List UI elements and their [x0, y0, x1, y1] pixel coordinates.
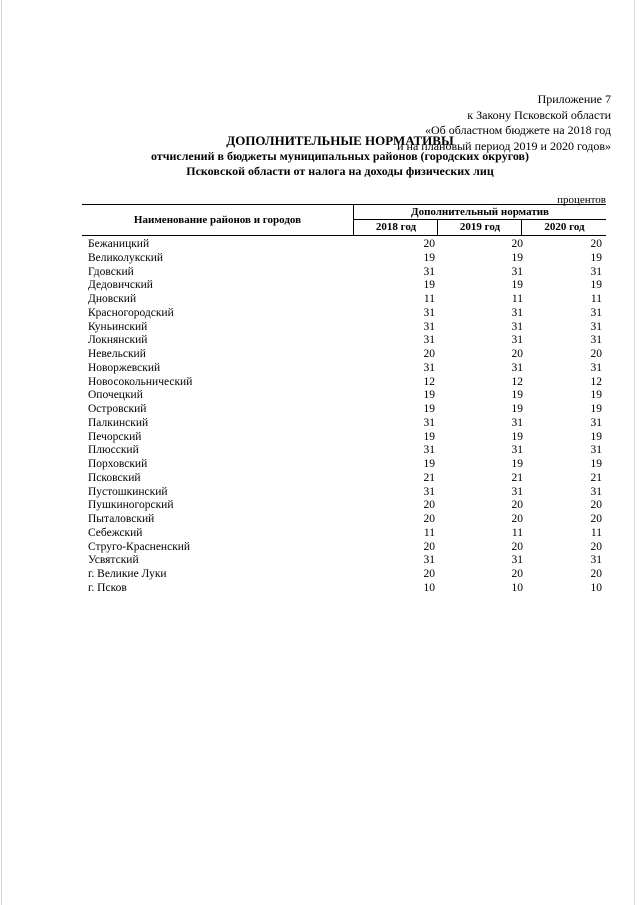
table-row: [82, 568, 606, 582]
table-row: [82, 307, 606, 321]
table-row: [82, 486, 606, 500]
normative-value-2018: 11: [423, 526, 435, 539]
normative-value-2018: 31: [423, 485, 435, 498]
normative-value-2018: 31: [423, 361, 435, 374]
normative-value-2019: 31: [511, 265, 523, 278]
normative-value-2018: 31: [423, 334, 435, 347]
district-name: Новосокольнический: [88, 375, 193, 388]
table-row: [82, 582, 606, 596]
normative-value-2018: 11: [423, 293, 435, 305]
table-row: [82, 541, 606, 555]
table-row: [82, 499, 606, 513]
normative-value-2020: 31: [590, 416, 602, 429]
document-title: [40, 133, 640, 179]
normative-value-2018: 19: [423, 251, 435, 264]
normative-value-2018: 31: [423, 265, 435, 278]
district-name: Печорский: [88, 430, 142, 443]
normative-value-2019: 31: [511, 444, 523, 457]
district-name: Куньинский: [88, 320, 148, 333]
district-name: Дедовичский: [88, 279, 153, 292]
normative-value-2020: 31: [590, 444, 602, 457]
normative-value-2019: 31: [511, 361, 523, 374]
normative-value-2019: 19: [511, 389, 523, 402]
normative-value-2019: 31: [511, 485, 523, 498]
normative-value-2018: 31: [423, 444, 435, 457]
table-row: [82, 238, 606, 252]
district-name: Струго-Красненский: [88, 540, 191, 553]
normative-value-2019: 31: [511, 306, 523, 319]
table-row: [82, 321, 606, 335]
normative-value-2020: 20: [590, 513, 602, 525]
normative-value-2020: 21: [590, 471, 602, 484]
normative-value-2018: 19: [423, 279, 435, 292]
page-edge-left: [1, 0, 2, 905]
district-name: Дновский: [88, 293, 137, 305]
normative-value-2020: 20: [590, 568, 602, 580]
table-row: [82, 431, 606, 445]
normative-value-2020: 19: [590, 430, 602, 443]
normative-value-2019: 11: [511, 293, 523, 305]
district-name: Псковский: [88, 471, 141, 484]
normative-value-2020: 19: [590, 389, 602, 402]
normative-value-2018: 21: [423, 471, 435, 484]
district-name: Красногородский: [88, 306, 174, 319]
district-name: Гдовский: [88, 265, 134, 278]
normative-value-2019: 20: [511, 540, 523, 553]
normative-value-2019: 21: [511, 471, 523, 484]
normative-value-2019: 19: [511, 458, 523, 470]
normative-value-2019: 20: [511, 348, 523, 360]
district-name: Бежаницкий: [88, 238, 150, 250]
normative-value-2018: 20: [423, 513, 435, 525]
normative-value-2018: 20: [423, 540, 435, 553]
annex-line-3: «Об областном бюджете на 2018 год: [425, 123, 611, 137]
normative-value-2020: 31: [590, 361, 602, 374]
table-row: [82, 252, 606, 266]
normative-value-2018: 31: [423, 554, 435, 567]
table-row: [82, 554, 606, 568]
district-name: г. Псков: [88, 581, 127, 594]
normative-value-2020: 31: [590, 485, 602, 498]
table-row: [82, 376, 606, 390]
annex-line-1: Приложение 7: [537, 92, 611, 106]
normative-value-2018: 20: [423, 348, 435, 360]
district-name: Островский: [88, 403, 147, 415]
district-name: Великолукский: [88, 251, 164, 264]
normative-value-2019: 31: [511, 320, 523, 333]
normative-value-2020: 31: [590, 306, 602, 319]
district-name: Плюсский: [88, 444, 139, 457]
normative-value-2020: 20: [590, 499, 602, 512]
normative-value-2019: 11: [511, 526, 523, 539]
district-name: Пустошкинский: [88, 485, 168, 498]
normative-value-2018: 19: [423, 458, 435, 470]
normative-value-2019: 20: [511, 568, 523, 580]
table-row: [82, 513, 606, 527]
header-year-2018: 2018 год: [353, 220, 438, 235]
district-name: Пушкиногорский: [88, 499, 174, 512]
normative-value-2018: 20: [423, 238, 435, 250]
normative-value-2020: 31: [590, 320, 602, 333]
normative-value-2020: 31: [590, 554, 602, 567]
normative-value-2019: 12: [511, 375, 523, 388]
normative-value-2019: 19: [511, 403, 523, 415]
normative-value-2019: 31: [511, 416, 523, 429]
table-row: [82, 458, 606, 472]
normative-value-2018: 19: [423, 403, 435, 415]
normative-value-2019: 31: [511, 334, 523, 347]
district-name: Себежский: [88, 526, 143, 539]
district-name: Новоржевский: [88, 361, 161, 374]
header-name-column: Наименование районов и городов: [133, 214, 302, 226]
normative-value-2020: 20: [590, 348, 602, 360]
normative-value-2020: 19: [590, 251, 602, 264]
normative-value-2018: 10: [423, 581, 435, 594]
normative-value-2018: 19: [423, 389, 435, 402]
table-row: [82, 389, 606, 403]
district-name: г. Великие Луки: [88, 568, 167, 580]
district-name: Невельский: [88, 348, 146, 360]
title-line-2: отчислений в бюджеты муниципальных районов (городских округов): [150, 149, 530, 163]
normative-value-2018: 19: [423, 430, 435, 443]
unit-label: процентов: [557, 194, 606, 206]
annex-line-2: к Закону Псковской области: [467, 107, 611, 122]
normative-value-2020: 10: [590, 581, 602, 594]
title-line-1: ДОПОЛНИТЕЛЬНЫЕ НОРМАТИВЫ: [226, 133, 454, 148]
normative-value-2020: 12: [590, 375, 602, 388]
header-group-column: Дополнительный норматив: [353, 205, 606, 220]
normative-value-2018: 20: [423, 499, 435, 512]
district-name: Палкинский: [88, 416, 149, 429]
annex-line-4: и на плановый период 2019 и 2020 годов»: [397, 138, 611, 153]
normatives-table: [82, 204, 606, 596]
table-row: [82, 279, 606, 293]
normative-value-2020: 20: [590, 540, 602, 553]
district-name: Пыталовский: [88, 513, 155, 525]
normative-value-2020: 31: [590, 334, 602, 347]
table-row: [82, 266, 606, 280]
normative-value-2020: 20: [590, 238, 602, 250]
district-name: Локнянский: [88, 334, 148, 347]
table-row: [82, 417, 606, 431]
normative-value-2020: 19: [590, 403, 602, 415]
district-name: Усвятский: [88, 554, 139, 567]
normative-value-2019: 20: [511, 499, 523, 512]
normative-value-2020: 31: [590, 265, 602, 278]
normative-value-2019: 19: [511, 430, 523, 443]
normative-value-2020: 11: [590, 293, 602, 305]
normative-value-2019: 19: [511, 251, 523, 264]
district-name: Опочецкий: [88, 389, 143, 402]
normative-value-2018: 31: [423, 320, 435, 333]
district-name: Порховский: [88, 458, 148, 470]
normative-value-2019: 20: [511, 513, 523, 525]
table-body: [82, 238, 606, 596]
table-row: [82, 403, 606, 417]
header-year-2020: 2020 год: [521, 220, 607, 235]
table-row: [82, 334, 606, 348]
normative-value-2020: 19: [590, 279, 602, 292]
normative-value-2018: 31: [423, 416, 435, 429]
table-row: [82, 362, 606, 376]
normative-value-2019: 31: [511, 554, 523, 567]
table-header: [82, 204, 606, 236]
normative-value-2020: 19: [590, 458, 602, 470]
title-line-3: Псковской области от налога на доходы физических лиц: [186, 164, 494, 178]
normative-value-2018: 20: [423, 568, 435, 580]
normative-value-2019: 19: [511, 279, 523, 292]
header-year-2019: 2019 год: [437, 220, 522, 235]
normative-value-2020: 11: [590, 526, 602, 539]
table-row: [82, 348, 606, 362]
table-row: [82, 444, 606, 458]
normative-value-2019: 20: [511, 238, 523, 250]
normative-value-2019: 10: [511, 581, 523, 594]
table-row: [82, 472, 606, 486]
normative-value-2018: 12: [423, 375, 435, 388]
table-row: [82, 527, 606, 541]
normative-value-2018: 31: [423, 306, 435, 319]
table-row: [82, 293, 606, 307]
